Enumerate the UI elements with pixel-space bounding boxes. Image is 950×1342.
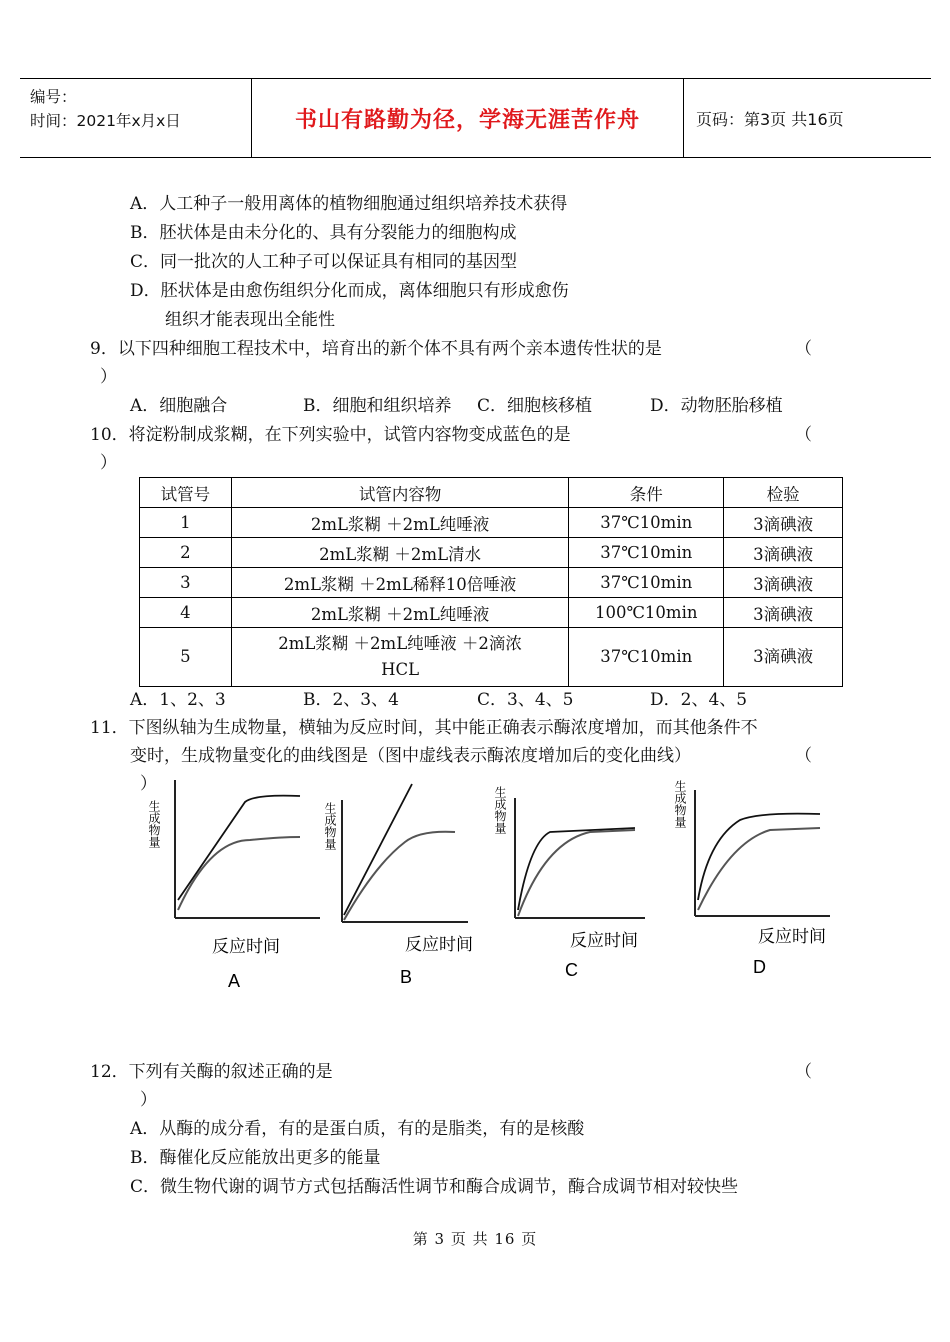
table-cell: 2mL浆糊 ＋2mL纯唾液 <box>231 598 568 628</box>
q9-paren-open: （ <box>795 339 812 359</box>
table-cell: 37℃10min <box>569 538 724 568</box>
motto: 书山有路勤为径，学海无涯苦作舟 <box>252 79 684 157</box>
table-header-row <box>140 478 843 508</box>
reaction-graphs <box>147 770 850 1000</box>
table-cell: 2mL浆糊 ＋2mL稀释10倍唾液 <box>231 568 568 598</box>
table-cell: 3滴碘液 <box>724 508 843 538</box>
x-axis-label: 反应时间 <box>758 927 826 947</box>
q10-option-c: C．3、4、5 <box>477 690 574 710</box>
graph-letter: C <box>565 960 578 980</box>
table-row <box>140 598 843 628</box>
graph-c-dashed-curve <box>518 830 635 916</box>
q12-option-c: C．微生物代谢的调节方式包括酶活性调节和酶合成调节，酶合成调节相对较快些 <box>130 1177 739 1197</box>
graph-letter: A <box>228 971 241 991</box>
page-info: 页码：第3页 共16页 <box>696 109 844 129</box>
table-cell: 3滴碘液 <box>724 568 843 598</box>
number-label: 编号： <box>30 88 77 106</box>
q12-option-a: A．从酶的成分看，有的是蛋白质，有的是脂类，有的是核酸 <box>130 1119 585 1139</box>
q10-option-d: D．2、4、5 <box>650 690 748 710</box>
q10-stem: 10．将淀粉制成浆糊，在下列实验中，试管内容物变成蓝色的是 <box>90 425 571 445</box>
graph-letter: D <box>753 957 766 977</box>
graph-b-dashed-curve <box>344 832 455 920</box>
graph-letter: B <box>400 967 413 987</box>
q11-stem-line1: 11．下图纵轴为生成物量，横轴为反应时间，其中能正确表示酶浓度增加，而其他条件不 <box>90 718 758 738</box>
table-header-cell: 试管内容物 <box>231 478 568 508</box>
q12-option-b: B．酶催化反应能放出更多的能量 <box>130 1148 381 1168</box>
q10-paren-close: ） <box>100 453 117 473</box>
graph-a-solid-curve <box>178 796 300 900</box>
table-cell: 37℃10min <box>569 508 724 538</box>
table-row <box>140 508 843 538</box>
table-cell: 3滴碘液 <box>724 598 843 628</box>
q11-paren-close: ） <box>140 774 157 794</box>
y-axis-label: 生成物量 <box>323 802 337 850</box>
table-row <box>140 538 843 568</box>
table-cell: 100℃10min <box>569 598 724 628</box>
q9-stem: 9．以下四种细胞工程技术中，培育出的新个体不具有两个亲本遗传性状的是 <box>90 339 662 359</box>
table-row <box>140 568 843 598</box>
graph-d-dashed-curve <box>698 828 820 910</box>
y-axis-label: 生成物量 <box>673 780 687 828</box>
table-cell: 2 <box>140 538 232 568</box>
graph-c <box>493 785 645 980</box>
table-cell: 37℃10min <box>569 628 724 687</box>
q9-option-b: B．细胞和组织培养 <box>303 396 452 416</box>
header-left-cell <box>20 79 252 157</box>
q10-option-a: A．1、2、3 <box>130 690 226 710</box>
table-header-cell: 试管号 <box>140 478 232 508</box>
q8-option-c: C．同一批次的人工种子可以保证具有相同的基因型 <box>130 252 518 272</box>
q8-option-d-continued: 组织才能表现出全能性 <box>165 310 335 330</box>
table-cell: 5 <box>140 628 232 687</box>
graph-c-solid-curve <box>518 828 635 910</box>
table-cell: 2mL浆糊 ＋2mL清水 <box>231 538 568 568</box>
q12-paren-open: （ <box>795 1062 812 1082</box>
table-cell: 3滴碘液 <box>724 538 843 568</box>
q9-option-d: D．动物胚胎移植 <box>650 396 783 416</box>
table-cell: 2mL浆糊 ＋2mL纯唾液 <box>231 508 568 538</box>
y-axis-label: 生成物量 <box>147 800 161 848</box>
q9-option-c: C．细胞核移植 <box>477 396 593 416</box>
x-axis-label: 反应时间 <box>212 937 280 957</box>
x-axis-label: 反应时间 <box>405 935 473 955</box>
q12-stem: 12．下列有关酶的叙述正确的是 <box>90 1062 333 1082</box>
experiment-table <box>139 477 843 687</box>
table-cell: 3滴碘液 <box>724 628 843 687</box>
q12-paren-close: ） <box>140 1090 157 1110</box>
table-row <box>140 628 843 687</box>
time-label: 时间：2021年x月x日 <box>30 112 181 130</box>
q8-option-d: D．胚状体是由愈伤组织分化而成，离体细胞只有形成愈伤 <box>130 281 569 301</box>
table-cell: 1 <box>140 508 232 538</box>
q9-paren-close: ） <box>100 367 117 387</box>
graph-a <box>147 780 320 991</box>
q9-option-a: A．细胞融合 <box>130 396 228 416</box>
graph-b <box>323 784 473 987</box>
q10-option-b: B．2、3、4 <box>303 690 399 710</box>
table-cell: 2mL浆糊 ＋2mL纯唾液 ＋2滴浓HCL <box>231 628 568 687</box>
graph-d-solid-curve <box>698 814 820 900</box>
q8-option-a: A．人工种子一般用离体的植物细胞通过组织培养技术获得 <box>130 194 568 214</box>
q11-paren-open: （ <box>795 746 812 766</box>
table-header-cell: 条件 <box>569 478 724 508</box>
page-footer: 第 3 页 共 16 页 <box>412 1230 538 1248</box>
q8-option-b: B．胚状体是由未分化的、具有分裂能力的细胞构成 <box>130 223 517 243</box>
table-cell: 37℃10min <box>569 568 724 598</box>
x-axis-label: 反应时间 <box>570 931 638 951</box>
table-cell: 4 <box>140 598 232 628</box>
graph-b-solid-curve <box>344 784 412 915</box>
page-header <box>20 78 931 158</box>
graph-d <box>673 779 830 977</box>
q10-paren-open: （ <box>795 425 812 445</box>
y-axis-label: 生成物量 <box>493 786 507 834</box>
q11-stem-line2: 变时，生成物量变化的曲线图是（图中虚线表示酶浓度增加后的变化曲线） <box>130 746 691 766</box>
table-cell: 3 <box>140 568 232 598</box>
table-header-cell: 检验 <box>724 478 843 508</box>
